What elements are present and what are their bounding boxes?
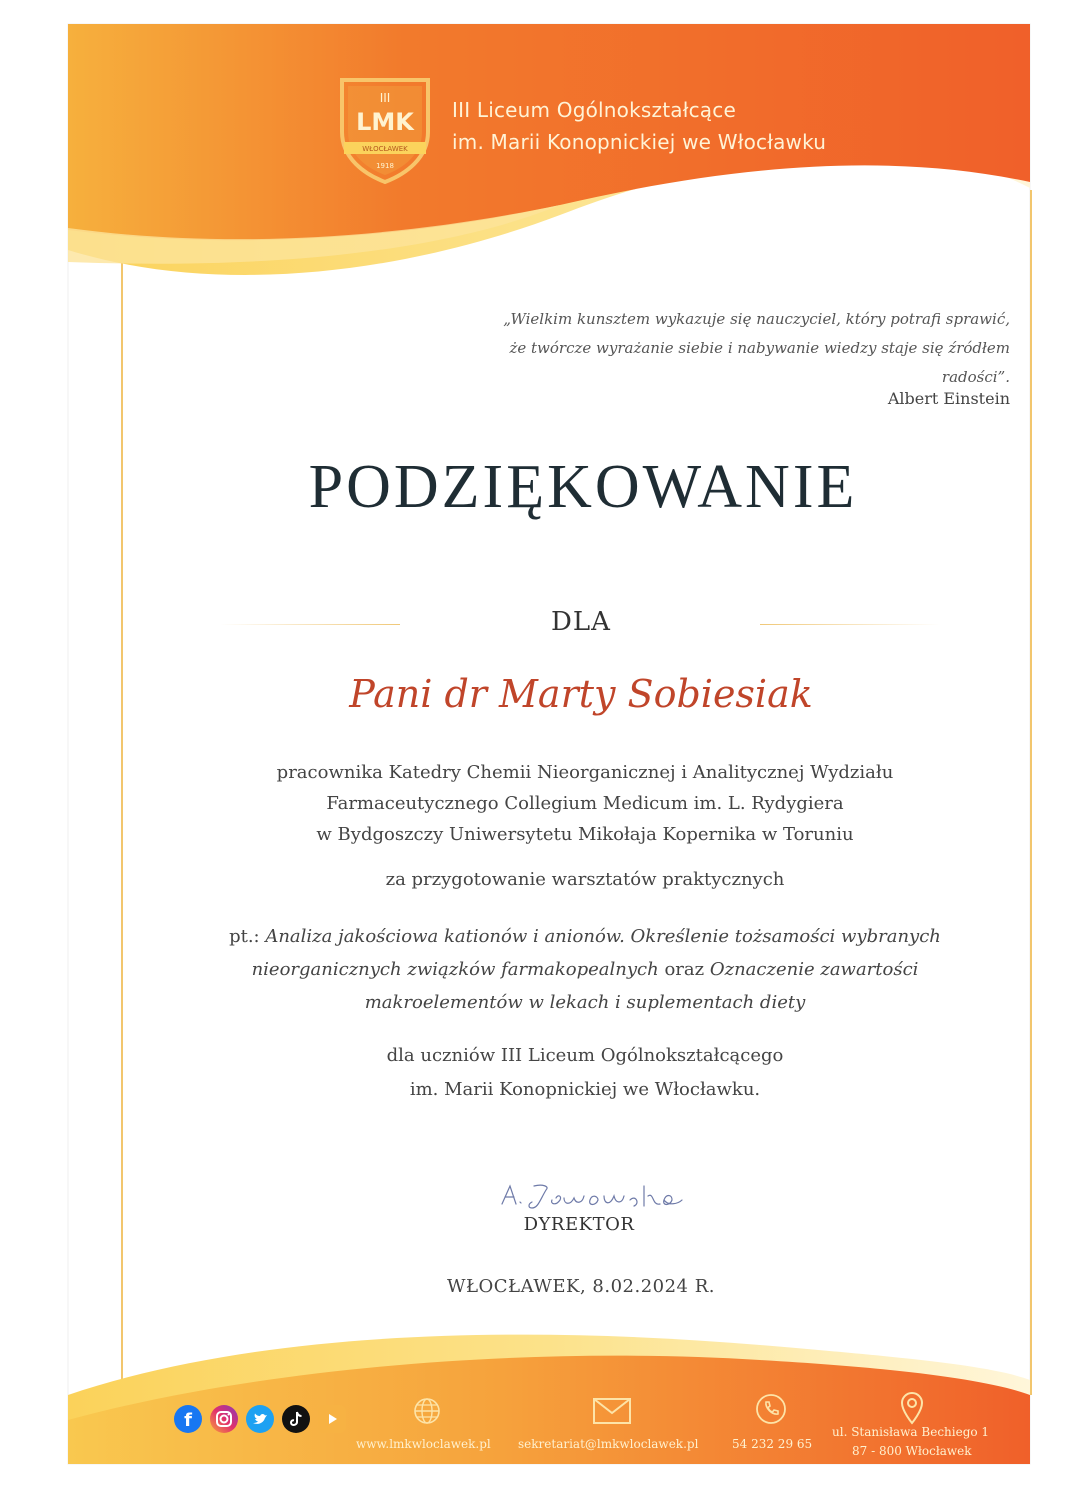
topic-line3 — [0, 986, 1090, 1019]
address-line2: 87 - 800 Włocławek — [852, 1444, 972, 1458]
audience-line2: im. Marii Konopnickiej we Włocławku. — [409, 1079, 761, 1100]
location-pin-icon — [899, 1391, 925, 1425]
topic-line1-text: Analiza jakościowa kationów i anionów. Określenie tożsamości wybranych — [265, 926, 941, 947]
einstein-quote — [450, 305, 1010, 392]
twitter-icon[interactable] — [246, 1405, 274, 1433]
topic-line1 — [0, 920, 1090, 953]
svg-text:1918: 1918 — [376, 162, 394, 170]
topic-line3-text: makroelementów w lekach i suplementach diety — [364, 992, 806, 1013]
quote-line3: radości”. — [941, 368, 1010, 386]
svg-text:WŁOCŁAWEK: WŁOCŁAWEK — [362, 145, 408, 153]
director-title: DYREKTOR — [523, 1214, 635, 1235]
topic-line2-plain: oraz — [658, 959, 710, 980]
affiliation-line1: pracownika Katedry Chemii Nieorganicznej i Analitycznej Wydziału — [276, 762, 894, 783]
topic-line2-italic: nieorganicznych związków farmakopealnych — [251, 959, 659, 980]
audience-line1: dla uczniów III Liceum Ogólnokształcącego — [386, 1045, 784, 1066]
recipient-name: Pani dr Marty Sobiesiak — [349, 672, 813, 716]
affiliation-line2: Farmaceutycznego Collegium Medicum im. L. Rydygiera — [326, 793, 844, 814]
instagram-icon[interactable] — [210, 1405, 238, 1433]
topic-line2-italic-end: Oznaczenie zawartości — [709, 959, 919, 980]
audience — [0, 1039, 1090, 1107]
address-line1: ul. Stanisława Bechiego 1 — [832, 1425, 990, 1439]
affiliation — [0, 757, 1090, 850]
place-date: WŁOCŁAWEK, 8.02.2024 R. — [446, 1276, 716, 1297]
purpose: za przygotowanie warsztatów praktycznych — [385, 869, 785, 890]
director-signature — [490, 1178, 690, 1214]
globe-icon — [412, 1396, 442, 1426]
phone-icon — [755, 1393, 787, 1425]
affiliation-line3: w Bydgoszczy Uniwersytetu Mikołaja Kopernika w Toruniu — [316, 824, 854, 845]
page-title: PODZIĘKOWANIE — [308, 453, 858, 521]
svg-text:LMK: LMK — [356, 108, 414, 136]
school-name — [452, 94, 826, 158]
mail-icon — [592, 1397, 632, 1425]
workshop-topic — [0, 920, 1090, 1019]
website-link[interactable]: www.lmkwloclawek.pl — [356, 1437, 491, 1451]
dla-label: DLA — [551, 607, 611, 637]
facebook-icon[interactable] — [174, 1405, 202, 1433]
quote-line2: że twórcze wyrażanie siebie i nabywanie wiedzy staje się źródłem — [509, 339, 1010, 357]
school-logo — [336, 72, 434, 184]
email-link[interactable]: sekretariat@lmkwloclawek.pl — [518, 1437, 699, 1451]
svg-text:f: f — [184, 1410, 192, 1431]
svg-text:III: III — [379, 91, 391, 105]
youtube-icon[interactable] — [318, 1405, 346, 1433]
topic-prefix: pt.: — [229, 926, 266, 947]
quote-author: Albert Einstein — [887, 389, 1010, 408]
topic-line2 — [0, 953, 1090, 986]
phone-number: 54 232 29 65 — [732, 1437, 813, 1451]
school-name-line1: III Liceum Ogólnokształcące — [452, 98, 736, 122]
quote-line1: „Wielkim kunsztem wykazuje się nauczyciel, który potrafi sprawić, — [503, 310, 1010, 328]
tiktok-icon[interactable] — [282, 1405, 310, 1433]
school-name-line2: im. Marii Konopnickiej we Włocławku — [452, 130, 827, 154]
